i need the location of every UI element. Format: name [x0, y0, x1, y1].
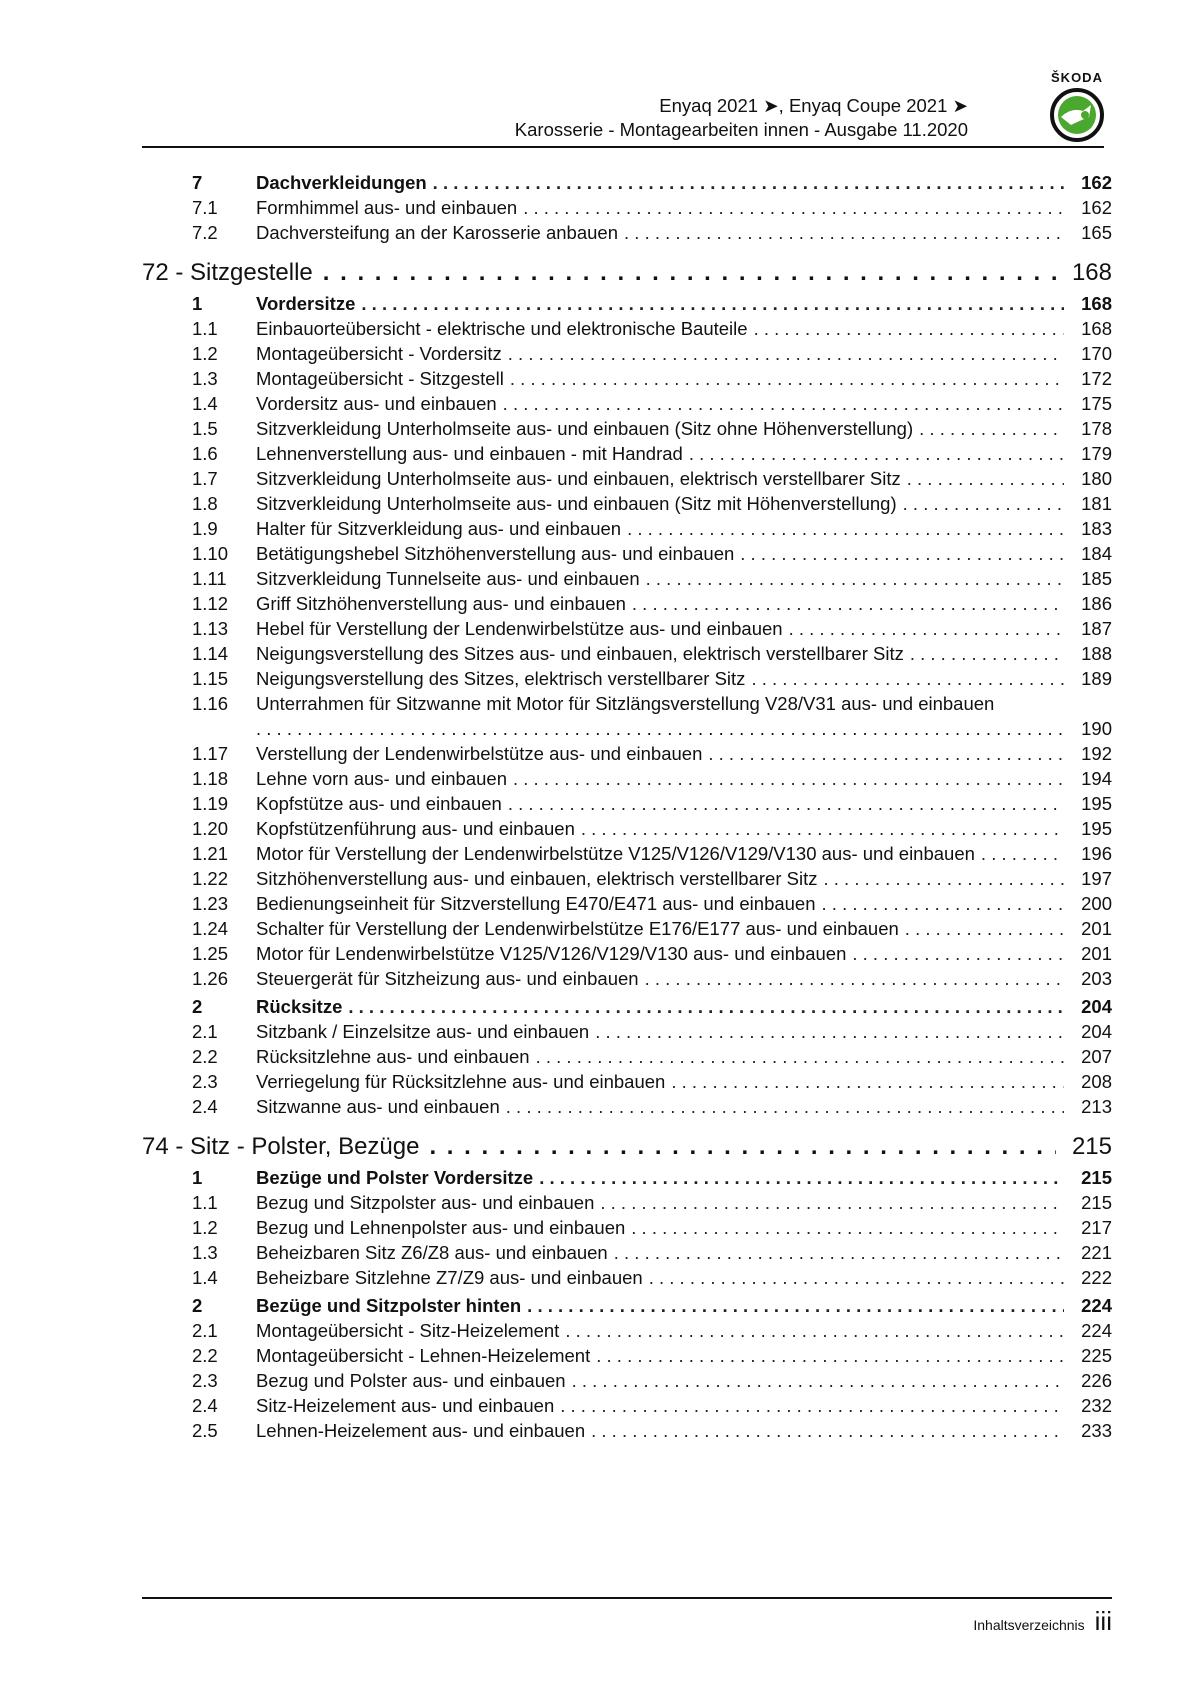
- toc-group: [142, 742, 1112, 992]
- toc-number: 1.3: [192, 1242, 218, 1263]
- toc-row[interactable]: [142, 642, 1112, 667]
- toc-page: 170: [1081, 343, 1112, 364]
- header-manual-line: Karosserie - Montagearbeiten innen - Ausgabe 11.2020: [514, 119, 968, 140]
- table-of-contents: [142, 171, 1112, 1444]
- toc-row[interactable]: [142, 1045, 1112, 1070]
- toc-number: 1.4: [192, 1267, 218, 1288]
- toc-title: Steuergerät für Sitzheizung aus- und einbauen: [256, 968, 639, 989]
- toc-number: 1.23: [192, 893, 229, 914]
- toc-page: 213: [1081, 1096, 1112, 1117]
- toc-title: Kopfstützenführung aus- und einbauen: [256, 818, 575, 839]
- toc-page: 197: [1081, 868, 1112, 889]
- toc-title: Lehne vorn aus- und einbauen: [256, 768, 507, 789]
- toc-page: 203: [1081, 968, 1112, 989]
- toc-page: 172: [1081, 368, 1112, 389]
- toc-row[interactable]: [142, 317, 1112, 342]
- toc-row[interactable]: [142, 542, 1112, 567]
- toc-number: 2: [192, 996, 203, 1017]
- toc-title: Hebel für Verstellung der Lendenwirbelstütze aus- und einbauen: [256, 618, 783, 639]
- toc-number: 1.22: [192, 868, 229, 889]
- toc-row[interactable]: [142, 967, 1112, 992]
- header-vehicle-line: Enyaq 2021 ➤, Enyaq Coupe 2021 ➤: [659, 95, 968, 116]
- toc-row[interactable]: [142, 592, 1112, 617]
- toc-page: 196: [1081, 843, 1112, 864]
- toc-number: 2.1: [192, 1021, 218, 1042]
- toc-number: 1.2: [192, 343, 218, 364]
- toc-title: Neigungsverstellung des Sitzes, elektrisch verstellbarer Sitz: [256, 668, 746, 689]
- toc-row[interactable]: [142, 1394, 1112, 1419]
- toc-row-wrapped[interactable]: [142, 692, 1112, 717]
- toc-title: Halter für Sitzverkleidung aus- und einbauen: [256, 518, 622, 539]
- toc-number: 1.15: [192, 668, 229, 689]
- toc-row[interactable]: [142, 842, 1112, 867]
- leader-dots: [581, 817, 1064, 841]
- toc-page: 221: [1081, 1242, 1112, 1263]
- leader-dots: [614, 1241, 1064, 1265]
- toc-title: Bezüge und Polster Vordersitze: [256, 1167, 534, 1188]
- leader-dots: [646, 567, 1064, 591]
- toc-title: Rücksitze: [256, 996, 343, 1017]
- toc-page: 190: [1081, 718, 1112, 739]
- toc-page: 181: [1081, 493, 1112, 514]
- toc-title: Lehnenverstellung aus- und einbauen - mit Handrad: [256, 443, 683, 464]
- toc-page: 184: [1081, 543, 1112, 564]
- toc-number: 2.3: [192, 1370, 218, 1391]
- toc-title: Sitzbank / Einzelsitze aus- und einbauen: [256, 1021, 590, 1042]
- toc-row[interactable]: [142, 567, 1112, 592]
- leader-dots: [591, 1419, 1064, 1443]
- toc-number: 1.13: [192, 618, 229, 639]
- skoda-arrow-icon: [1049, 87, 1105, 143]
- toc-page: 224: [1081, 1320, 1112, 1341]
- toc-row[interactable]: [142, 817, 1112, 842]
- toc-page: 215: [1081, 1167, 1112, 1188]
- toc-page: 185: [1081, 568, 1112, 589]
- toc-page: 192: [1081, 743, 1112, 764]
- toc-row[interactable]: [142, 767, 1112, 792]
- page-footer: [973, 1606, 1112, 1637]
- toc-page: 204: [1081, 996, 1112, 1017]
- toc-row[interactable]: [142, 442, 1112, 467]
- toc-title: Sitzhöhenverstellung aus- und einbauen, elektrisch verstellbarer Sitz: [256, 868, 818, 889]
- toc-title: Sitzverkleidung Unterholmseite aus- und einbauen (Sitz ohne Höhenverstellung): [256, 418, 914, 439]
- toc-number: 1.10: [192, 543, 229, 564]
- toc-group: [142, 1319, 1112, 1444]
- toc-number: 1.1: [192, 1192, 218, 1213]
- leader-dots: [513, 767, 1064, 791]
- toc-page: 175: [1081, 393, 1112, 414]
- leader-dots: [508, 792, 1064, 816]
- leader-dots: [539, 1166, 1064, 1190]
- toc-page: 162: [1081, 197, 1112, 218]
- toc-title: Bezüge und Sitzpolster hinten: [256, 1295, 522, 1316]
- toc-number: 2.4: [192, 1395, 218, 1416]
- leader-dots: [433, 171, 1064, 195]
- toc-title: Beheizbaren Sitz Z6/Z8 aus- und einbauen: [256, 1242, 608, 1263]
- toc-row[interactable]: [142, 917, 1112, 942]
- leader-dots: [981, 842, 1064, 866]
- toc-title: Sitzverkleidung Unterholmseite aus- und einbauen, elektrisch verstellbarer Sitz: [256, 468, 901, 489]
- logo-wordmark: ŠKODA: [1051, 70, 1103, 85]
- toc-row-wrapped-continuation[interactable]: [142, 717, 1112, 742]
- leader-dots: [740, 542, 1064, 566]
- toc-title: Vordersitz aus- und einbauen: [256, 393, 497, 414]
- toc-page: 179: [1081, 443, 1112, 464]
- toc-number: 1: [192, 293, 203, 314]
- toc-row[interactable]: [142, 1095, 1112, 1120]
- toc-group: [142, 196, 1112, 246]
- toc-title: Vordersitze: [256, 293, 356, 314]
- toc-page: 226: [1081, 1370, 1112, 1391]
- toc-number: 7.1: [192, 197, 218, 218]
- toc-section-row[interactable]: [142, 995, 1112, 1020]
- leader-dots: [596, 1344, 1064, 1368]
- leader-dots: [903, 492, 1064, 516]
- toc-row[interactable]: [142, 1266, 1112, 1291]
- toc-row[interactable]: [142, 1369, 1112, 1394]
- toc-page: 207: [1081, 1046, 1112, 1067]
- toc-title: Dachversteifung an der Karosserie anbauen: [256, 222, 619, 243]
- toc-number: 7: [192, 172, 203, 193]
- toc-title: Rücksitzlehne aus- und einbauen: [256, 1046, 530, 1067]
- leader-dots: [560, 1394, 1064, 1418]
- toc-row[interactable]: [142, 1419, 1112, 1444]
- chapter-page: 215: [1071, 1133, 1112, 1160]
- toc-row[interactable]: [142, 867, 1112, 892]
- toc-page: 222: [1081, 1267, 1112, 1288]
- toc-page: 178: [1081, 418, 1112, 439]
- footer-label: Inhaltsverzeichnis: [973, 1617, 1085, 1633]
- toc-title: Montageübersicht - Vordersitz: [256, 343, 502, 364]
- chapter-title: 72 - Sitzgestelle: [142, 259, 313, 286]
- toc-title: Sitzverkleidung Unterholmseite aus- und einbauen (Sitz mit Höhenverstellung): [256, 493, 897, 514]
- toc-page: 187: [1081, 618, 1112, 639]
- toc-title: Formhimmel aus- und einbauen: [256, 197, 518, 218]
- toc-row[interactable]: [142, 417, 1112, 442]
- leader-dots: [323, 258, 1056, 288]
- leader-dots: [919, 417, 1064, 441]
- leader-dots: [823, 867, 1064, 891]
- toc-row[interactable]: [142, 1070, 1112, 1095]
- toc-number: 1.16: [192, 693, 229, 714]
- toc-number: 1.1: [192, 318, 218, 339]
- toc-page: 189: [1081, 668, 1112, 689]
- toc-page: 186: [1081, 593, 1112, 614]
- leader-dots: [708, 742, 1064, 766]
- toc-number: 2.2: [192, 1046, 218, 1067]
- leader-dots: [256, 717, 1064, 741]
- toc-row[interactable]: [142, 392, 1112, 417]
- toc-page: 208: [1081, 1071, 1112, 1092]
- toc-group: [142, 1020, 1112, 1120]
- toc-number: 1.17: [192, 743, 229, 764]
- leader-dots: [905, 917, 1064, 941]
- leader-dots: [503, 392, 1064, 416]
- toc-title: Montageübersicht - Sitzgestell: [256, 368, 504, 389]
- toc-number: 1.12: [192, 593, 229, 614]
- toc-row[interactable]: [142, 1319, 1112, 1344]
- toc-number: 2.4: [192, 1096, 218, 1117]
- leader-dots: [572, 1369, 1064, 1393]
- toc-title: Bezug und Polster aus- und einbauen: [256, 1370, 566, 1391]
- toc-section-row[interactable]: [142, 1166, 1112, 1191]
- toc-section-row[interactable]: [142, 292, 1112, 317]
- toc-page: 233: [1081, 1420, 1112, 1441]
- toc-number: 1.11: [192, 568, 227, 589]
- leader-dots: [645, 967, 1064, 991]
- toc-row[interactable]: [142, 617, 1112, 642]
- toc-number: 1.20: [192, 818, 229, 839]
- leader-dots: [565, 1319, 1064, 1343]
- toc-number: 1.7: [192, 468, 218, 489]
- toc-page: 225: [1081, 1345, 1112, 1366]
- toc-title: Bedienungseinheit für Sitzverstellung E470/E471 aus- und einbauen: [256, 893, 816, 914]
- skoda-logo: [1043, 70, 1111, 143]
- leader-dots: [429, 1132, 1056, 1162]
- footer-page-number: iii: [1094, 1606, 1112, 1636]
- footer-rule: [142, 1597, 1112, 1599]
- leader-dots: [689, 442, 1064, 466]
- leader-dots: [751, 667, 1064, 691]
- leader-dots: [754, 317, 1064, 341]
- leader-dots: [852, 942, 1064, 966]
- toc-number: 1.21: [192, 843, 229, 864]
- toc-title: Kopfstütze aus- und einbauen: [256, 793, 502, 814]
- toc-row[interactable]: [142, 667, 1112, 692]
- leader-dots: [506, 1095, 1064, 1119]
- toc-page: 200: [1081, 893, 1112, 914]
- toc-row[interactable]: [142, 467, 1112, 492]
- toc-number: 1.5: [192, 418, 218, 439]
- toc-title: Bezug und Lehnenpolster aus- und einbauen: [256, 1217, 626, 1238]
- leader-dots: [649, 1266, 1064, 1290]
- toc-row[interactable]: [142, 492, 1112, 517]
- toc-page: 215: [1081, 1192, 1112, 1213]
- leader-dots: [910, 642, 1064, 666]
- toc-number: 2.3: [192, 1071, 218, 1092]
- toc-row[interactable]: [142, 1020, 1112, 1045]
- toc-title: Sitzwanne aus- und einbauen: [256, 1096, 500, 1117]
- leader-dots: [348, 995, 1064, 1019]
- toc-page: 168: [1081, 318, 1112, 339]
- toc-chapter-row[interactable]: [142, 258, 1112, 288]
- toc-page: 224: [1081, 1295, 1112, 1316]
- toc-number: 1.14: [192, 643, 229, 664]
- toc-row[interactable]: [142, 892, 1112, 917]
- leader-dots: [907, 467, 1064, 491]
- toc-page: 204: [1081, 1021, 1112, 1042]
- toc-number: 1.2: [192, 1217, 218, 1238]
- leader-dots: [627, 517, 1064, 541]
- document-header: [515, 94, 968, 142]
- toc-number: 1.9: [192, 518, 218, 539]
- toc-number: 1.26: [192, 968, 229, 989]
- toc-title: Unterrahmen für Sitzwanne mit Motor für Sitzlängsverstellung V28/V31 aus- und einbauen: [256, 693, 995, 714]
- toc-row[interactable]: [142, 221, 1112, 246]
- toc-page: 194: [1081, 768, 1112, 789]
- toc-page: 165: [1081, 222, 1112, 243]
- toc-row[interactable]: [142, 942, 1112, 967]
- toc-number: 2: [192, 1295, 203, 1316]
- leader-dots: [595, 1020, 1064, 1044]
- toc-page: 201: [1081, 943, 1112, 964]
- toc-page: 232: [1081, 1395, 1112, 1416]
- leader-dots: [508, 342, 1064, 366]
- toc-page: 183: [1081, 518, 1112, 539]
- toc-title: Betätigungshebel Sitzhöhenverstellung aus- und einbauen: [256, 543, 735, 564]
- toc-number: 2.5: [192, 1420, 218, 1441]
- toc-page: 168: [1081, 293, 1112, 314]
- toc-section-row[interactable]: [142, 171, 1112, 196]
- toc-page: 180: [1081, 468, 1112, 489]
- leader-dots: [789, 617, 1064, 641]
- toc-number: 1: [192, 1167, 203, 1188]
- leader-dots: [671, 1070, 1064, 1094]
- toc-title: Neigungsverstellung des Sitzes aus- und einbauen, elektrisch verstellbarer Sitz: [256, 643, 904, 664]
- toc-chapter-row[interactable]: [142, 1132, 1112, 1162]
- toc-number: 1.6: [192, 443, 218, 464]
- leader-dots: [523, 196, 1064, 220]
- toc-title: Bezug und Sitzpolster aus- und einbauen: [256, 1192, 595, 1213]
- toc-row[interactable]: [142, 367, 1112, 392]
- toc-row[interactable]: [142, 1216, 1112, 1241]
- toc-row[interactable]: [142, 517, 1112, 542]
- toc-title: Montageübersicht - Sitz-Heizelement: [256, 1320, 560, 1341]
- toc-number: 1.25: [192, 943, 229, 964]
- leader-dots: [822, 892, 1064, 916]
- toc-number: 1.4: [192, 393, 218, 414]
- toc-page: 201: [1081, 918, 1112, 939]
- toc-title: Motor für Lendenwirbelstütze V125/V126/V129/V130 aus- und einbauen: [256, 943, 847, 964]
- toc-page: 195: [1081, 793, 1112, 814]
- toc-title: Motor für Verstellung der Lendenwirbelstütze V125/V126/V129/V130 aus- und einbauen: [256, 843, 975, 864]
- toc-row[interactable]: [142, 342, 1112, 367]
- toc-page: 162: [1081, 172, 1112, 193]
- toc-number: 1.8: [192, 493, 218, 514]
- toc-row[interactable]: [142, 196, 1112, 221]
- toc-page: 217: [1081, 1217, 1112, 1238]
- toc-title: Sitz-Heizelement aus- und einbauen: [256, 1395, 555, 1416]
- toc-number: 2.2: [192, 1345, 218, 1366]
- toc-title: Dachverkleidungen: [256, 172, 427, 193]
- toc-number: 7.2: [192, 222, 218, 243]
- toc-section-row[interactable]: [142, 1294, 1112, 1319]
- toc-title: Lehnen-Heizelement aus- und einbauen: [256, 1420, 586, 1441]
- toc-number: 2.1: [192, 1320, 218, 1341]
- leader-dots: [600, 1191, 1064, 1215]
- toc-title: Sitzverkleidung Tunnelseite aus- und einbauen: [256, 568, 640, 589]
- chapter-title: 74 - Sitz - Polster, Bezüge: [142, 1133, 420, 1160]
- toc-row[interactable]: [142, 1191, 1112, 1216]
- toc-page: 188: [1081, 643, 1112, 664]
- leader-dots: [631, 1216, 1064, 1240]
- toc-row[interactable]: [142, 1241, 1112, 1266]
- leader-dots: [624, 221, 1064, 245]
- leader-dots: [361, 292, 1064, 316]
- toc-number: 1.18: [192, 768, 229, 789]
- toc-row[interactable]: [142, 742, 1112, 767]
- toc-title: Schalter für Verstellung der Lendenwirbelstütze E176/E177 aus- und einbauen: [256, 918, 899, 939]
- toc-number: 1.24: [192, 918, 229, 939]
- toc-title: Verstellung der Lendenwirbelstütze aus- und einbauen: [256, 743, 703, 764]
- toc-title: Verriegelung für Rücksitzlehne aus- und einbauen: [256, 1071, 666, 1092]
- toc-title: Beheizbare Sitzlehne Z7/Z9 aus- und einbauen: [256, 1267, 643, 1288]
- toc-row[interactable]: [142, 792, 1112, 817]
- toc-number: 1.3: [192, 368, 218, 389]
- leader-dots: [527, 1294, 1064, 1318]
- leader-dots: [632, 592, 1064, 616]
- toc-row[interactable]: [142, 1344, 1112, 1369]
- header-rule: [142, 146, 1104, 148]
- toc-number: 1.19: [192, 793, 229, 814]
- toc-page: 195: [1081, 818, 1112, 839]
- toc-title: Einbauorteübersicht - elektrische und elektronische Bauteile: [256, 318, 748, 339]
- leader-dots: [510, 367, 1064, 391]
- toc-group: [142, 317, 1112, 692]
- toc-group: [142, 1191, 1112, 1291]
- chapter-page: 168: [1071, 259, 1112, 286]
- toc-title: Griff Sitzhöhenverstellung aus- und einbauen: [256, 593, 626, 614]
- toc-title: Montageübersicht - Lehnen-Heizelement: [256, 1345, 591, 1366]
- leader-dots: [536, 1045, 1064, 1069]
